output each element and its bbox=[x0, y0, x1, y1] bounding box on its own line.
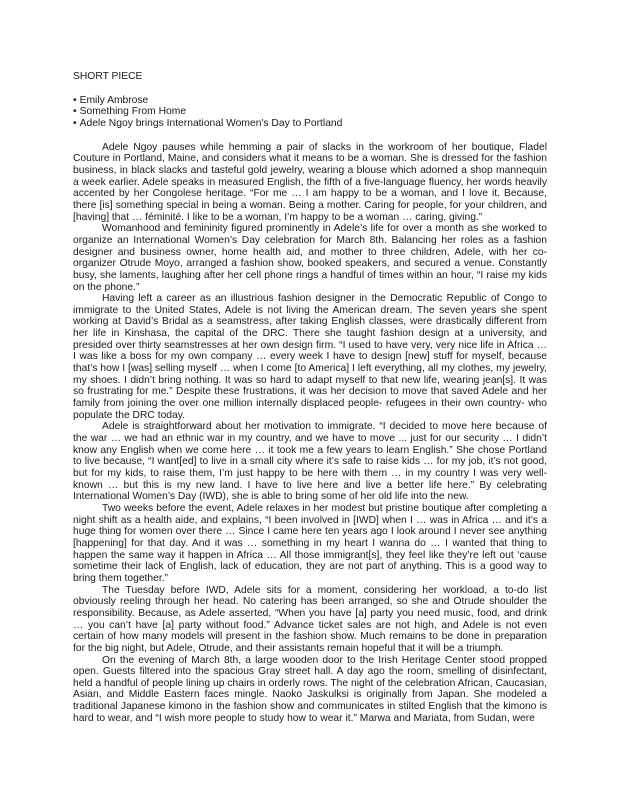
body-paragraph: The Tuesday before IWD, Adele sits for a moment, considering her workload, a to-do list obviously reeling through her head. No catering has been arranged, so she and Otrude shoulder the responsibility. Because, as Adele asserted, “When you have [a] party you need music, food, and drink … you can’t have [a] party without food.” Advance ticket sales are not high, and Adele is not even certain of how many models will present in the fashion show. Much remains to be done in preparation for the big night, but Adele, Otrude, and their assistants remain hopeful that it will be a triumph. bbox=[73, 584, 547, 654]
meta-bullet-list bbox=[73, 95, 547, 130]
body-paragraph: Adele is straightforward about her motivation to immigrate. “I decided to move here because of the war … we had an ethnic war in my country, and we have to move ... just for our security … I didn’t know any English when we come here … it took me a few years to learn English.” She chose Portland to live because, “I want[ed] to live in a small city where it’s safe to raise kids … for my job, it’s not good, but for my kids, to raise them, I’m just happy to be here with them … in my country I was very well-known … but this is my new land. I have to live here and live a better life here.” By celebrating International Women’s Day (IWD), she is able to bring some of her old life into the new. bbox=[73, 421, 547, 503]
section-heading: SHORT PIECE bbox=[73, 71, 143, 82]
body-paragraph: Adele Ngoy pauses while hemming a pair of slacks in the workroom of her boutique, Fladel Couture in Portland, Maine, and considers what it means to be a woman. She is dressed for the fashion business, in black slacks and tasteful gold jewelry, wearing a blouse which adorned a shop mannequin a week earlier. Adele speaks in measured English, the fifth of a five-language fluency, her words heavily accented by her Congolese heritage. “For me … I am happy to be a woman, and I love it. Because, there [is] something special in being a woman. Being a mother. Caring for people, for your children, and [having] that … féminité. I like to be a woman, I’m happy to be a woman … caring, giving.” bbox=[73, 141, 547, 223]
document-page bbox=[73, 71, 547, 724]
piece-title: • Something From Home bbox=[73, 106, 547, 118]
body-paragraph: Womanhood and femininity figured prominently in Adele’s life for over a month as she worked to organize an International Women’s Day celebration for March 8th. Balancing her roles as a fashion designer and business owner, home health aid, and mother to three children, Adele, with her co-organizer Otrude Moyo, arranged a fashion show, booked speakers, and secured a venue. Constantly busy, she laments, laughing after her cell phone rings a handful of times within an hour, “I raise my kids on the phone.” bbox=[73, 223, 547, 293]
piece-subtitle: • Adele Ngoy brings International Women's Day to Portland bbox=[73, 118, 547, 130]
body-paragraph: Two weeks before the event, Adele relaxes in her modest but pristine boutique after completing a night shift as a health aide, and explains, “I been involved in [IWD] when I … was in Africa … and it’s a huge thing for women over there … Since I came here ten years ago I look around I never see anything [happening] for that day. And it was … something in my heart I wanna do … I wanted that thing to happen the same way it happen in Africa … All those immigrant[s], they feel like they’re left out ‘cause sometime their lack of English, lack of education, they are not part of anything. This is a good way to bring them together.” bbox=[73, 502, 547, 584]
body-paragraph: On the evening of March 8th, a large wooden door to the Irish Heritage Center stood propped open. Guests filtered into the spacious Gray street hall. A day ago the room, smelling of disinfectant, held a handful of people lining up chairs in orderly rows. The night of the celebration African, Caucasian, Asian, and Middle Eastern faces mingle. Naoko Jaskulksi is originally from Japan. She modeled a traditional Japanese kimono in the fashion show and communicates in stilted English that the kimono is hard to wear, and “I wish more people to study how to wear it.” Marwa and Mariata, from Sudan, were bbox=[73, 654, 547, 724]
author-name: • Emily Ambrose bbox=[73, 95, 547, 107]
body-paragraph: Having left a career as an illustrious fashion designer in the Democratic Republic of Congo to immigrate to the United States, Adele is not living the American dream. The seven years she spent working at David’s Bridal as a seamstress, after taking English classes, were drastically different from her life in Kinshasa, the capital of the DRC. There she taught fashion design at a university, and presided over thirty seamstresses at her own design firm. “I used to have very, very nice life in Africa … I was like a boss for my own company … every week I have to design [new] stuff for myself, because that’s how I [was] selling myself … when I come [to America] I left everything, all my clothes, my jewelry, my shoes. I didn’t bring nothing. It was so hard to adapt myself to that new life, wearing jean[s]. It was so frustrating for me.” Despite these frustrations, it was her decision to move that saved Adele and her family from joining the over one million internally displaced people- refugees in their own country- who populate the DRC today. bbox=[73, 293, 547, 421]
